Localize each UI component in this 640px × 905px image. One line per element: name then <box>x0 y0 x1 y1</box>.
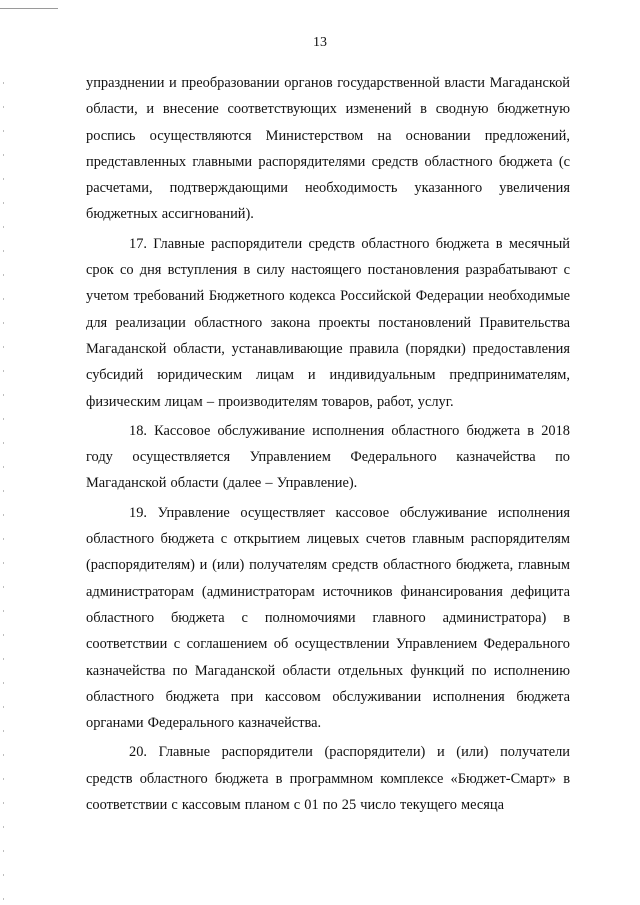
scan-edge-mark <box>0 8 58 9</box>
document-body <box>86 70 570 818</box>
scan-edge-dots <box>3 60 4 900</box>
paragraph-20: 20. Главные распорядители (распорядители) и (или) получатели средств областного бюджета в программном комплексе «Бюджет-Смарт» в соответствии с кассовым планом с 01 по 25 число текущего месяца <box>86 744 570 814</box>
page-number: 13 <box>313 35 327 50</box>
paragraph-18: 18. Кассовое обслуживание исполнения областного бюджета в 2018 году осуществляется Управлением Федерального казначейства по Магаданской области (далее – Управление). <box>86 422 570 492</box>
paragraph-19: 19. Управление осуществляет кассовое обслуживание исполнения областного бюджета с открытием лицевых счетов главным распорядителям (распорядителям) и (или) получателям средств областного бюджета, главным администраторам (администраторам источников финансирования дефицита областного бюджета с полномочиями главного администратора) в соответствии с соглашением об осуществлении Управлением Федерального казначейства по Магаданской области отдельных функций по исполнению областного бюджета при кассовом обслуживании исполнения бюджета органами Федерального казначейства. <box>86 504 570 732</box>
paragraph-17: 17. Главные распорядители средств областного бюджета в месячный срок со дня вступления в силу настоящего постановления разрабатывают с учетом требований Бюджетного кодекса Российской Федерации необходимые для реализации областного закона проекты постановлений Правительства Магаданской области, устанавливающие правила (порядки) предоставления субсидий юридическим лицам и индивидуальным предпринимателям, физическим лицам – производителям товаров, работ, услуг. <box>86 235 570 410</box>
paragraph-continuation: упразднении и преобразовании органов государственной власти Магаданской области, и внесение соответствующих изменений в сводную бюджетную роспись осуществляются Министерством на основании предложений, представленных главными распорядителями средств областного бюджета (с расчетами, подтверждающими необходимость указанного увеличения бюджетных ассигнований). <box>86 75 570 223</box>
